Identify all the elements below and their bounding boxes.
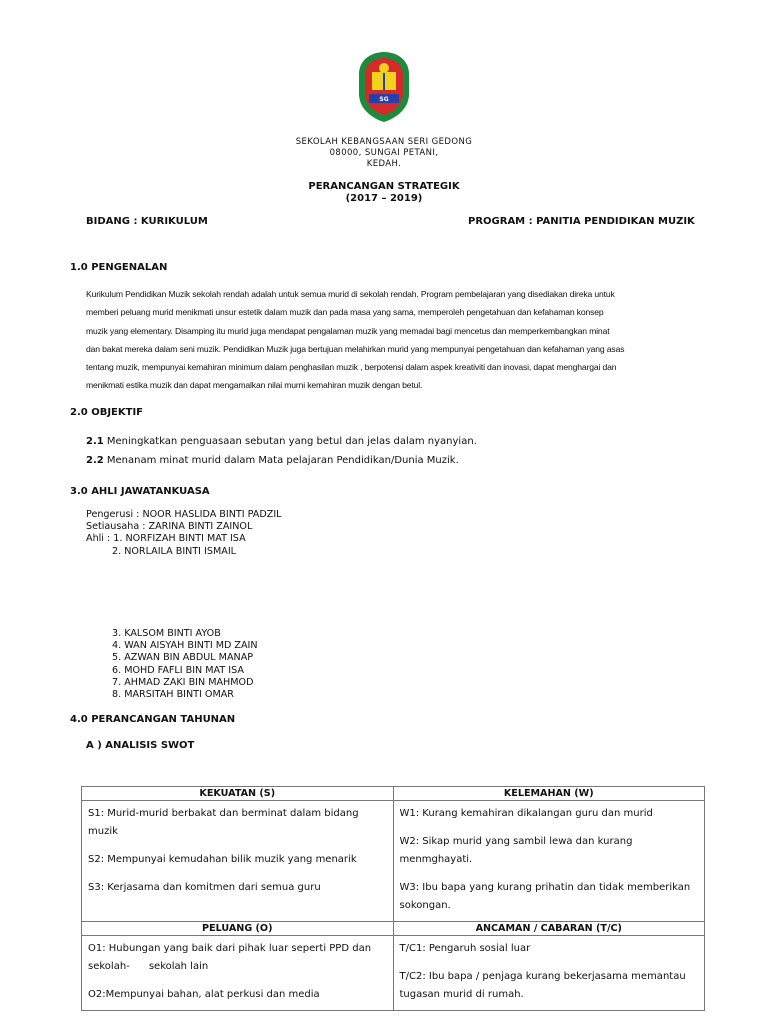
threat-item: T/C2: Ibu bapa / penjaga kurang bekerjasama memantau tugasan murid di rumah. xyxy=(399,971,686,1000)
logo-book-spine xyxy=(383,72,385,90)
objective-item xyxy=(86,436,477,447)
strength-item: S2: Mempunyai kemudahan bilik muzik yang menarik xyxy=(88,854,357,865)
weaknesses-cell xyxy=(393,801,705,922)
swot-header-row xyxy=(82,787,705,801)
committee-list xyxy=(86,509,282,558)
objective-number: 2.2 xyxy=(86,455,104,466)
committee-secretary: Setiausaha : ZARINA BINTI ZAINOL xyxy=(86,521,253,533)
program-label: PROGRAM : PANITIA PENDIDIKAN MUZIK xyxy=(468,216,695,227)
paragraph-line: tentang muzik, mempunyai kemahiran minimum dalam penghasilan muzik , berpotensi dalam aspek kreativiti dan inovasi, dapat menghargai dan xyxy=(86,362,617,373)
threats-cell xyxy=(393,936,705,1011)
weakness-item: W3: Ibu bapa yang kurang prihatin dan tidak memberikan sokongan. xyxy=(399,882,691,911)
committee-member: 6. MOHD FAFLI BIN MAT ISA xyxy=(112,664,244,676)
logo-sun xyxy=(379,63,389,73)
objective-text: Meningkatkan penguasaan sebutan yang betul dan jelas dalam nyanyian. xyxy=(103,436,477,447)
committee-member: 8. MARSITAH BINTI OMAR xyxy=(112,689,234,701)
section-3-heading: 3.0 AHLI JAWATANKUASA xyxy=(70,486,210,497)
committee-member: Ahli : 1. NORFIZAH BINTI MAT ISA xyxy=(86,533,246,545)
threat-item: T/C1: Pengaruh sosial luar xyxy=(399,943,531,954)
swot-header-row xyxy=(82,922,705,936)
committee-member: 4. WAN AISYAH BINTI MD ZAIN xyxy=(112,640,258,652)
section-1-paragraph xyxy=(86,285,698,395)
section-4-heading: 4.0 PERANCANGAN TAHUNAN xyxy=(70,714,236,725)
bidang-label: BIDANG : KURIKULUM xyxy=(86,216,208,227)
strength-item: S3: Kerjasama dan komitmen dari semua guru xyxy=(88,882,321,893)
opportunities-cell xyxy=(82,936,394,1011)
school-header xyxy=(0,137,768,170)
swot-table xyxy=(81,786,705,1011)
weaknesses-header: KELEMAHAN (W) xyxy=(393,787,705,801)
paragraph-line: muzik yang elementary. Disamping itu murid juga mendapat pengalaman muzik yang memadai bagi mencetus dan memperkembangkan minat xyxy=(86,325,610,336)
weakness-item: W1: Kurang kemahiran dikalangan guru dan murid xyxy=(399,808,653,819)
weakness-item: W2: Sikap murid yang sambil lewa dan kurang menmghayati. xyxy=(399,836,633,865)
paragraph-line: Kurikulum Pendidikan Muzik sekolah rendah adalah untuk semua murid di sekolah rendah. Program pembelajaran yang disediakan direka untuk xyxy=(86,289,615,299)
committee-member: 7. AHMAD ZAKI BIN MAHMOD xyxy=(112,676,254,688)
committee-member: 3. KALSOM BINTI AYOB xyxy=(112,628,221,639)
section-2-heading: 2.0 OBJEKTIF xyxy=(70,407,143,418)
document-title-block xyxy=(0,181,768,205)
objective-number: 2.1 xyxy=(86,436,104,447)
opportunity-item: O2:Mempunyai bahan, alat perkusi dan media xyxy=(88,989,320,1000)
threats-header: ANCAMAN / CABARAN (T/C) xyxy=(393,922,705,936)
swot-row xyxy=(82,801,705,922)
opportunities-header: PELUANG (O) xyxy=(82,922,394,936)
committee-chair: Pengerusi : NOOR HASLIDA BINTI PADZIL xyxy=(86,509,282,520)
objective-text: Menanam minat murid dalam Mata pelajaran Pendidikan/Dunia Muzik. xyxy=(103,455,459,466)
school-logo xyxy=(357,50,411,124)
school-name: SEKOLAH KEBANGSAAN SERI GEDONG xyxy=(295,137,473,147)
paragraph-line: memberi peluang murid menikmati unsur estetik dalam muzik dan pada masa yang sama, memperoleh pengetahuan dan kefahaman konsep xyxy=(86,307,604,318)
committee-member: 2. NORLAILA BINTI ISMAIL xyxy=(112,545,236,557)
section-1-heading: 1.0 PENGENALAN xyxy=(70,262,168,273)
logo-initials: SG xyxy=(379,96,389,103)
document-title: PERANCANGAN STRATEGIK xyxy=(308,181,460,192)
school-address: 08000, SUNGAI PETANI, xyxy=(329,148,439,158)
opportunity-item: O1: Hubungan yang baik dari pihak luar seperti PPD dan sekolah- sekolah lain xyxy=(88,943,375,972)
document-period: (2017 – 2019) xyxy=(345,193,423,204)
strengths-cell xyxy=(82,801,394,922)
swot-row xyxy=(82,936,705,1011)
strength-item: S1: Murid-murid berbakat dan berminat dalam bidang muzik xyxy=(88,808,359,837)
strengths-header: KEKUATAN (S) xyxy=(82,787,394,801)
swot-title: A ) ANALISIS SWOT xyxy=(86,740,195,751)
committee-list-continued xyxy=(112,628,258,701)
paragraph-line: menikmati estika muzik dan dapat mengamalkan nilai murni kemahiran muzik dengan betul. xyxy=(86,380,423,391)
committee-member: 5. AZWAN BIN ABDUL MANAP xyxy=(112,652,254,664)
objective-item xyxy=(86,455,459,466)
paragraph-line: dan bakat mereka dalam seni muzik. Pendidikan Muzik juga bertujuan melahirkan murid yang mempunyai pengetahuan dan kefahaman yang asas xyxy=(86,343,625,354)
school-state: KEDAH. xyxy=(366,159,402,169)
